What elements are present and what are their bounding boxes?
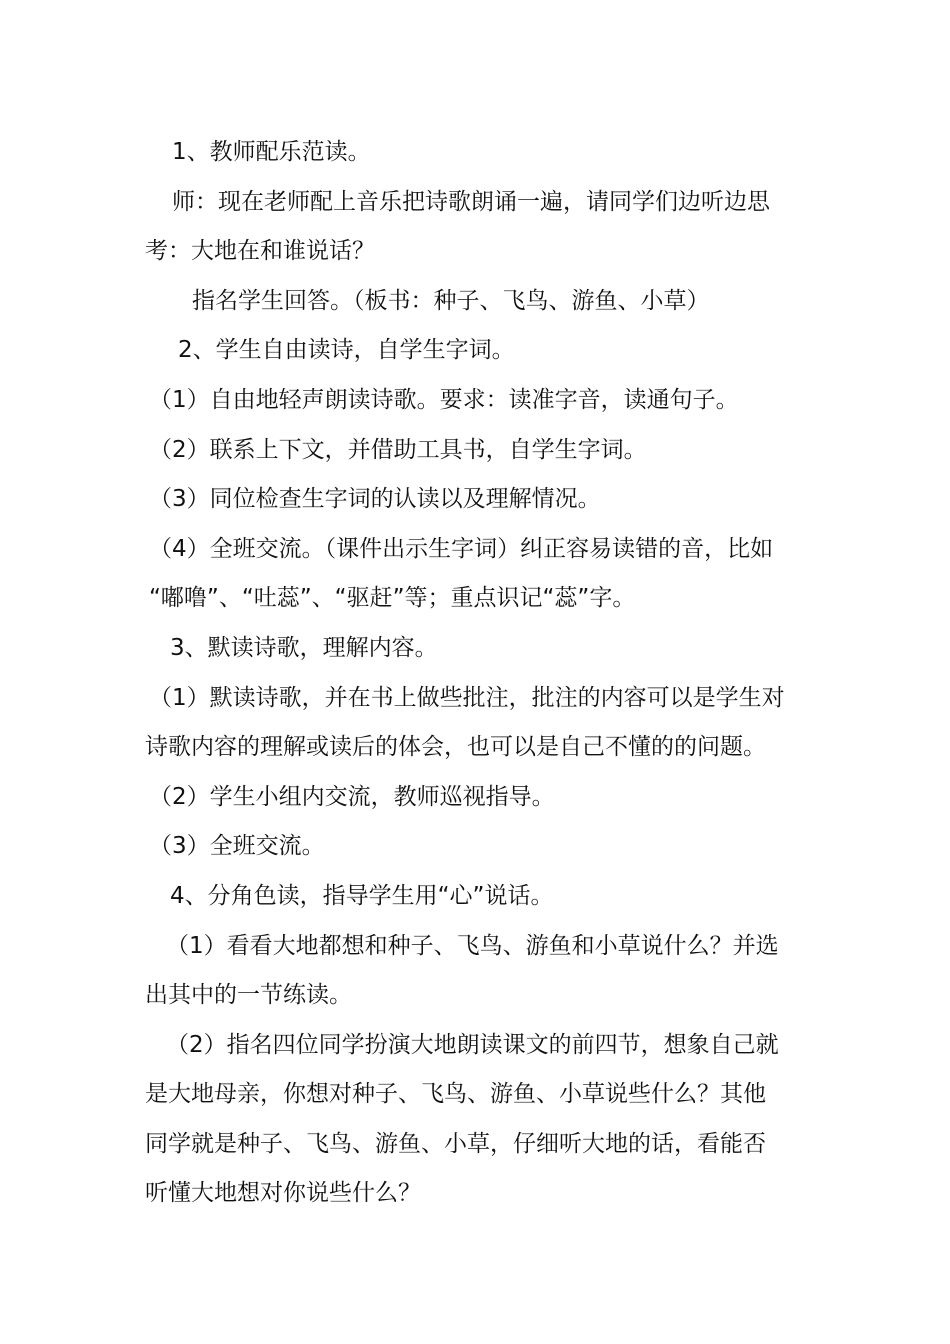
step-3-item-2: （2）学生小组内交流，教师巡视指导。 xyxy=(149,783,555,810)
step-3-item-3: （3）全班交流。 xyxy=(149,833,325,860)
step-3-item-1-line-1: （1）默读诗歌，并在书上做些批注，批注的内容可以是学生对 xyxy=(149,684,785,711)
blackboard-note: 指名学生回答。（板书：种子、飞鸟、游鱼、小草） xyxy=(192,287,710,314)
teacher-line-2: 考：大地在和谁说话？ xyxy=(145,238,375,265)
teacher-line-1: 师：现在老师配上音乐把诗歌朗诵一遍，请同学们边听边思 xyxy=(172,188,770,215)
step-4-item-1-line-1: （1）看看大地都想和种子、飞鸟、游鱼和小草说什么？并选 xyxy=(166,932,779,959)
step-3-heading: 3、默读诗歌，理解内容。 xyxy=(170,634,438,661)
step-4-item-2-line-4: 听懂大地想对你说些什么？ xyxy=(145,1180,421,1207)
step-2-item-2: （2）联系上下文，并借助工具书，自学生字词。 xyxy=(149,436,647,463)
step-3-item-1-line-2: 诗歌内容的理解或读后的体会，也可以是自己不懂的的问题。 xyxy=(145,734,766,761)
step-4-item-1-line-2: 出其中的一节练读。 xyxy=(145,982,352,1009)
step-2-heading: 2、学生自由读诗，自学生字词。 xyxy=(178,337,515,364)
step-2-item-4-line-1: （4）全班交流。（课件出示生字词）纠正容易读错的音，比如 xyxy=(149,535,774,562)
step-4-item-2-line-2: 是大地母亲，你想对种子、飞鸟、游鱼、小草说些什么？其他 xyxy=(145,1081,766,1108)
step-2-item-3: （3）同位检查生字词的认读以及理解情况。 xyxy=(149,486,601,513)
step-1-heading: 1、教师配乐范读。 xyxy=(172,139,371,165)
step-4-item-2-line-3: 同学就是种子、飞鸟、游鱼、小草，仔细听大地的话，看能否 xyxy=(145,1130,766,1157)
step-4-heading: 4、分角色读，指导学生用“心”说话。 xyxy=(170,882,554,909)
step-2-item-4-line-2: “嘟噜”、“吐蕊”、“驱赶”等；重点识记“蕊”字。 xyxy=(149,585,636,612)
step-2-item-1: （1）自由地轻声朗读诗歌。要求：读准字音，读通句子。 xyxy=(149,386,739,413)
step-4-item-2-line-1: （2）指名四位同学扮演大地朗读课文的前四节，想象自己就 xyxy=(166,1031,779,1058)
document-body xyxy=(145,128,813,1219)
